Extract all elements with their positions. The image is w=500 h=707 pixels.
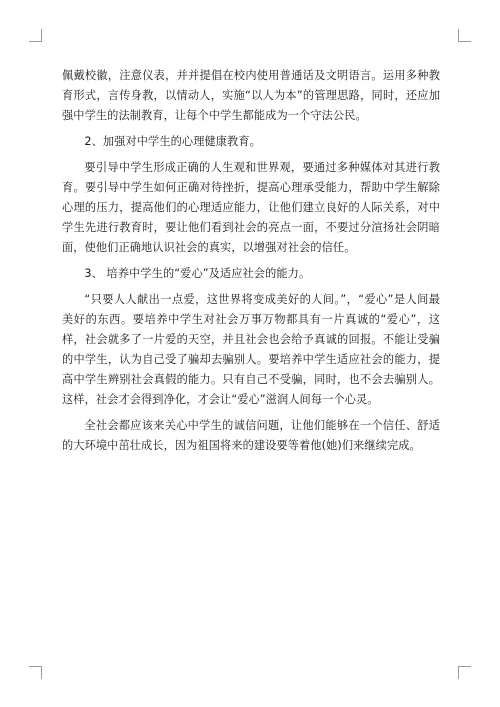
paragraph-psychology: 要引导中学生形成正确的人生观和世界观，要通过多种媒体对其进行教育。要引导中学生如何正确对待挫折，提高心理承受能力，帮助中学生解除心理的压力，提高他们的心理适应能力，让他们建立良好的人际关系，对中学生先进行教育时，要让他们看到社会的亮点一面，不要过分渲扬社会阴暗面，使他们正确地认识社会的真实，以增强对社会的信任。 [62,161,440,254]
crop-mark-bottom-left [29,666,42,679]
section-heading-2: 2、加强对中学生的心理健康教育。 [84,135,261,148]
section-heading-3: 3、 培养中学生的“爱心”及适应社会的能力。 [84,267,311,280]
crop-mark-top-right [458,29,471,42]
document-body [62,66,440,462]
crop-mark-top-left [29,29,42,42]
paragraph-conclusion: 全社会都应该来关心中学生的诚信问题，让他们能够在一个信任、舒适的大环境中茁壮成长，因为祖国将来的建设要等着他(她)们来继续完成。 [62,419,440,452]
crop-mark-bottom-right [458,666,471,679]
paragraph-love: “只要人人献出一点爱，这世界将变成美好的人间。”，“爱心”是人间最美好的东西。要培养中学生对社会万事万物都具有一片真诚的“爱心”，这样，社会就多了一片爱的天空，并且社会也会给予真诚的回报。不能让受骗的中学生，认为自己受了骗却去骗别人。要培养中学生适应社会的能力，提高中学生辨别社会真假的能力。只有自己不受骗，同时，也不会去骗别人。这样，社会才会得到净化，才会让“爱心”滋润人间每一个心灵。 [62,293,440,406]
paragraph-continuation: 佩戴校徽，注意仪表，并并提倡在校内使用普通话及文明语言。运用多种教育形式，言传身教，以情动人，实施“以人为本”的管理思路，同时，还应加强中学生的法制教育，让每个中学生都能成为一个守法公民。 [62,69,440,122]
